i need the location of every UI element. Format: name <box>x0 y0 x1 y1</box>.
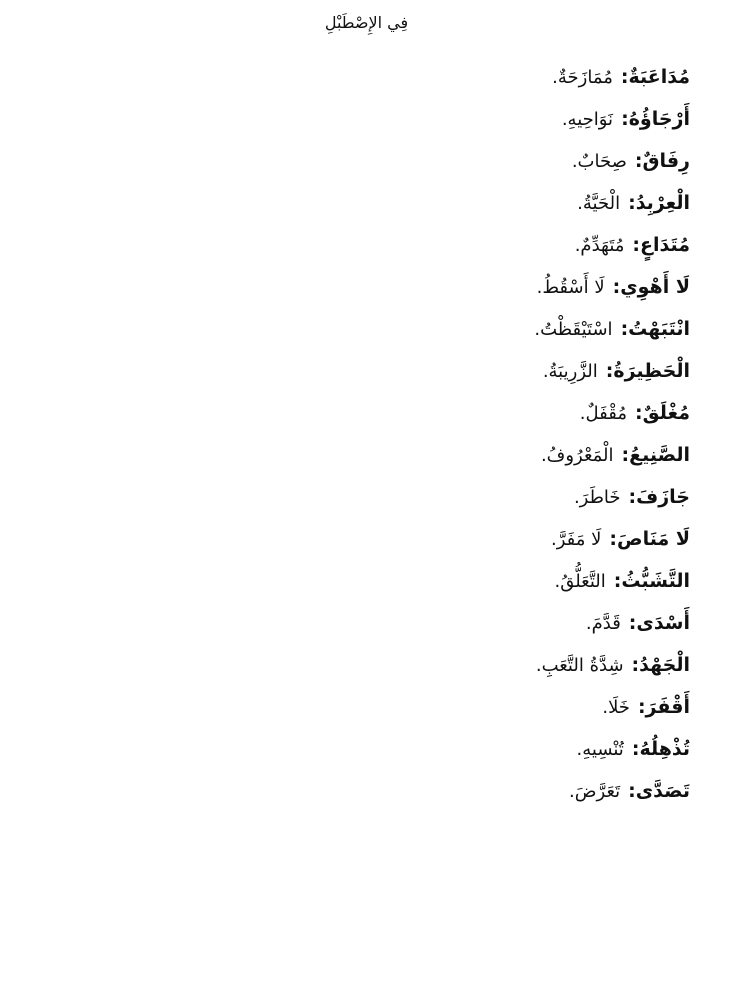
glossary-entry <box>270 266 690 308</box>
entry-separator: : <box>605 360 614 382</box>
glossary-entry <box>270 476 690 518</box>
entry-definition: صِحَابٌ. <box>571 151 627 172</box>
entry-definition: خَلَا. <box>602 697 630 718</box>
glossary-entry <box>270 686 690 728</box>
entry-separator: : <box>612 276 621 298</box>
entry-term: الْعِرْبِدُ <box>635 192 690 214</box>
entry-definition: مُتَهَدِّمٌ. <box>574 235 625 256</box>
glossary-entry <box>270 518 690 560</box>
glossary-entry <box>270 140 690 182</box>
glossary-entry <box>270 434 690 476</box>
entry-definition: لَا مَفَرَّ. <box>551 529 602 550</box>
glossary-entry <box>270 350 690 392</box>
glossary-entry <box>270 224 690 266</box>
entry-separator: : <box>620 66 629 88</box>
entry-definition: الْحَيَّةُ. <box>577 193 621 214</box>
glossary-entry <box>270 308 690 350</box>
entry-term: أَرْجَاؤُهُ <box>628 108 690 130</box>
entry-separator: : <box>631 654 640 676</box>
entry-term: جَازَفَ <box>636 486 690 508</box>
entry-definition: مُمَازَحَةٌ. <box>552 67 613 88</box>
glossary-entry <box>270 392 690 434</box>
entry-term: مُدَاعَبَةٌ <box>628 66 690 88</box>
glossary-entry <box>270 728 690 770</box>
entry-term: الصَّنِيعُ <box>629 444 690 466</box>
entry-term: انْتَبَهْتُ <box>628 318 690 340</box>
entry-separator: : <box>621 108 629 130</box>
entry-term: التَّشَبُّثُ <box>621 570 690 592</box>
entry-separator: : <box>628 192 636 214</box>
entry-definition: تَعَرَّضَ. <box>569 781 621 802</box>
entry-term: مُغْلَقٌ <box>642 402 690 424</box>
entry-definition: اسْتَيْقَظْتُ. <box>534 319 613 340</box>
entry-separator: : <box>620 318 629 340</box>
glossary-entry <box>270 770 690 812</box>
entry-term: أَسْدَى <box>636 612 690 634</box>
entry-separator: : <box>634 150 643 172</box>
entry-definition: التَّعَلُّقُ. <box>554 571 606 592</box>
entry-term: مُتَدَاعٍ <box>640 234 690 256</box>
glossary-entry <box>270 98 690 140</box>
glossary-entry <box>270 602 690 644</box>
glossary-list <box>270 56 690 812</box>
entry-term: رِفَاقٌ <box>642 150 690 172</box>
entry-separator: : <box>637 696 646 718</box>
entry-term: تَصَدَّى <box>635 780 690 802</box>
entry-definition: نَوَاحِيهِ. <box>561 109 614 130</box>
entry-definition: خَاطَرَ. <box>573 487 621 508</box>
entry-term: أَقْفَرَ <box>645 696 690 718</box>
entry-term: الْجَهْدُ <box>639 654 690 676</box>
entry-definition: شِدَّةُ التَّعَبِ. <box>535 655 624 676</box>
glossary-entry <box>270 560 690 602</box>
glossary-entry <box>270 182 690 224</box>
entry-separator: : <box>628 486 637 508</box>
entry-definition: الزَّرِيبَةُ. <box>542 361 598 382</box>
entry-term: تُذْهِلُهُ <box>639 738 690 760</box>
entry-definition: تُنْسِيهِ. <box>576 739 624 760</box>
entry-term: لَا مَنَاصَ <box>617 528 690 550</box>
entry-definition: لَا أَسْقُطُ. <box>536 277 605 298</box>
glossary-entry <box>270 56 690 98</box>
entry-separator: : <box>613 570 622 592</box>
entry-term: الْحَظِيرَةُ <box>613 360 690 382</box>
entry-definition: قَدَّمَ. <box>585 613 621 634</box>
entry-separator: : <box>621 444 630 466</box>
entry-separator: : <box>631 738 640 760</box>
entry-definition: الْمَعْرُوفُ. <box>540 445 614 466</box>
entry-separator: : <box>628 780 636 802</box>
entry-separator: : <box>632 234 640 256</box>
entry-separator: : <box>609 528 618 550</box>
entry-separator: : <box>628 612 637 634</box>
entry-definition: مُقْفَلٌ. <box>579 403 628 424</box>
entry-separator: : <box>635 402 643 424</box>
page-title: فِي الإِصْطَبْلِ <box>324 13 409 32</box>
glossary-entry <box>270 644 690 686</box>
entry-term: لَا أَهْوِي <box>620 276 690 298</box>
